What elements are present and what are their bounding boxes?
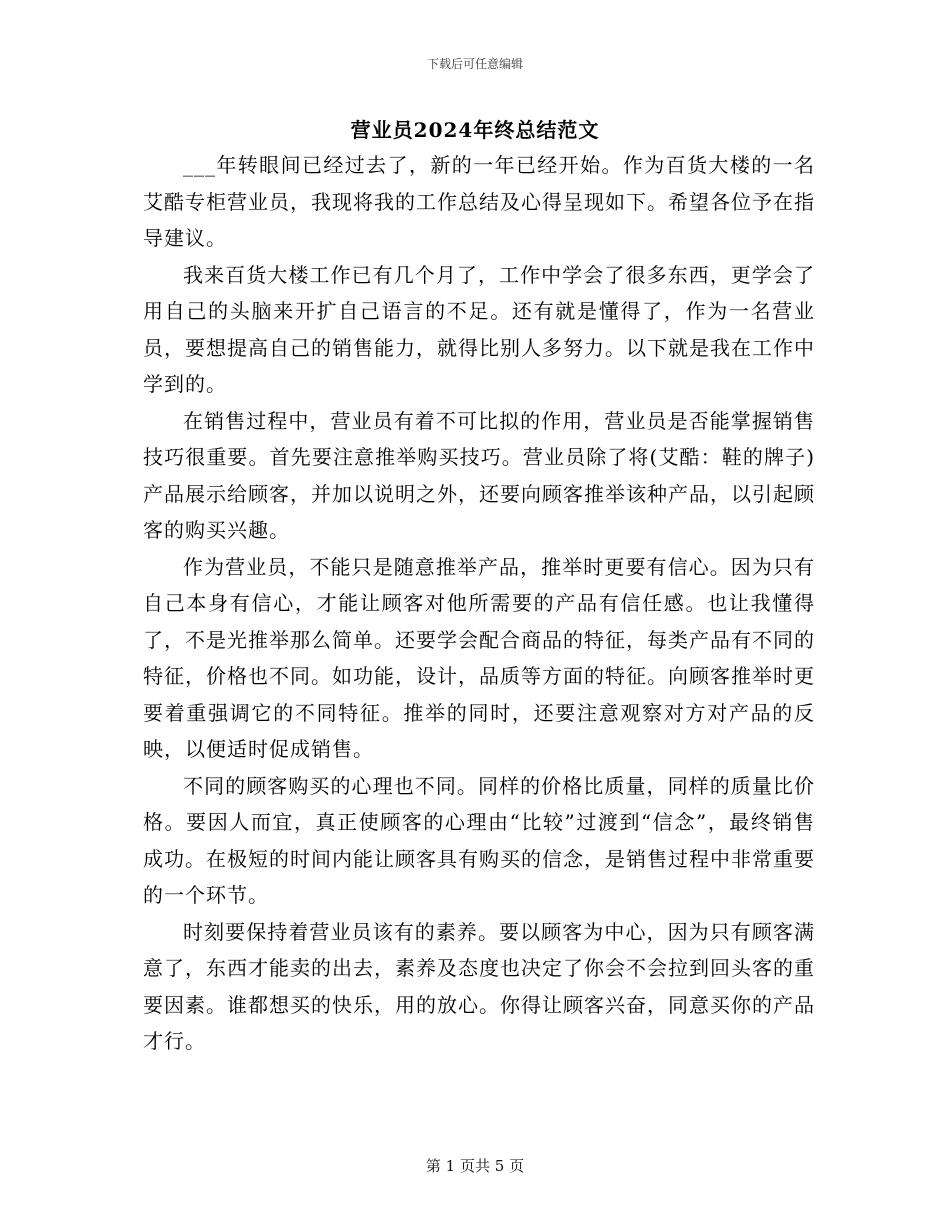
document-title: 营业员2024年终总结范文 [350, 118, 600, 142]
header-note: 下载后可任意编辑 [426, 57, 523, 71]
body-paragraph: 作为营业员，不能只是随意推举产品，推举时更要有信心。因为只有自己本身有信心，才能让顾客对他所需要的产品有信任感。也让我懂得了，不是光推举那么简单。还要学会配合商品的特征，每类产品有不同的特征，价格也不同。如功能，设计，品质等方面的特征。向顾客推举时更要着重强调它的不同特征。推举的同时，还要注意观察对方对产品的反映，以便适时促成销售。 [143, 554, 815, 761]
page-number: 第 1 页共 5 页 [425, 1157, 525, 1175]
document-body [143, 147, 815, 1060]
body-paragraph: 不同的顾客购买的心理也不同。同样的价格比质量，同样的质量比价格。要因人而宜，真正使顾客的心理由“比较”过渡到“信念”，最终销售成功。在极短的时间内能让顾客具有购买的信念，是销售过程中非常重要的一个环节。 [143, 773, 815, 907]
body-paragraph: ___年转眼间已经过去了，新的一年已经开始。作为百货大楼的一名艾酷专柜营业员，我现将我的工作总结及心得呈现如下。希望各位予在指导建议。 [143, 153, 815, 250]
body-paragraph: 时刻要保持着营业员该有的素养。要以顾客为中心，因为只有顾客满意了，东西才能卖的出去，素养及态度也决定了你会不会拉到回头客的重要因素。谁都想买的快乐，用的放心。你得让顾客兴奋，同意买你的产品才行。 [143, 919, 815, 1053]
body-paragraph: 在销售过程中，营业员有着不可比拟的作用，营业员是否能掌握销售技巧很重要。首先要注意推举购买技巧。营业员除了将(艾酷：鞋的牌子)产品展示给顾客，并加以说明之外，还要向顾客推举该种产品，以引起顾客的购买兴趣。 [143, 408, 815, 542]
body-paragraph: 我来百货大楼工作已有几个月了，工作中学会了很多东西，更学会了用自己的头脑来开扩自己语言的不足。还有就是懂得了，作为一名营业员，要想提高自己的销售能力，就得比别人多努力。以下就是我在工作中学到的。 [143, 262, 815, 396]
